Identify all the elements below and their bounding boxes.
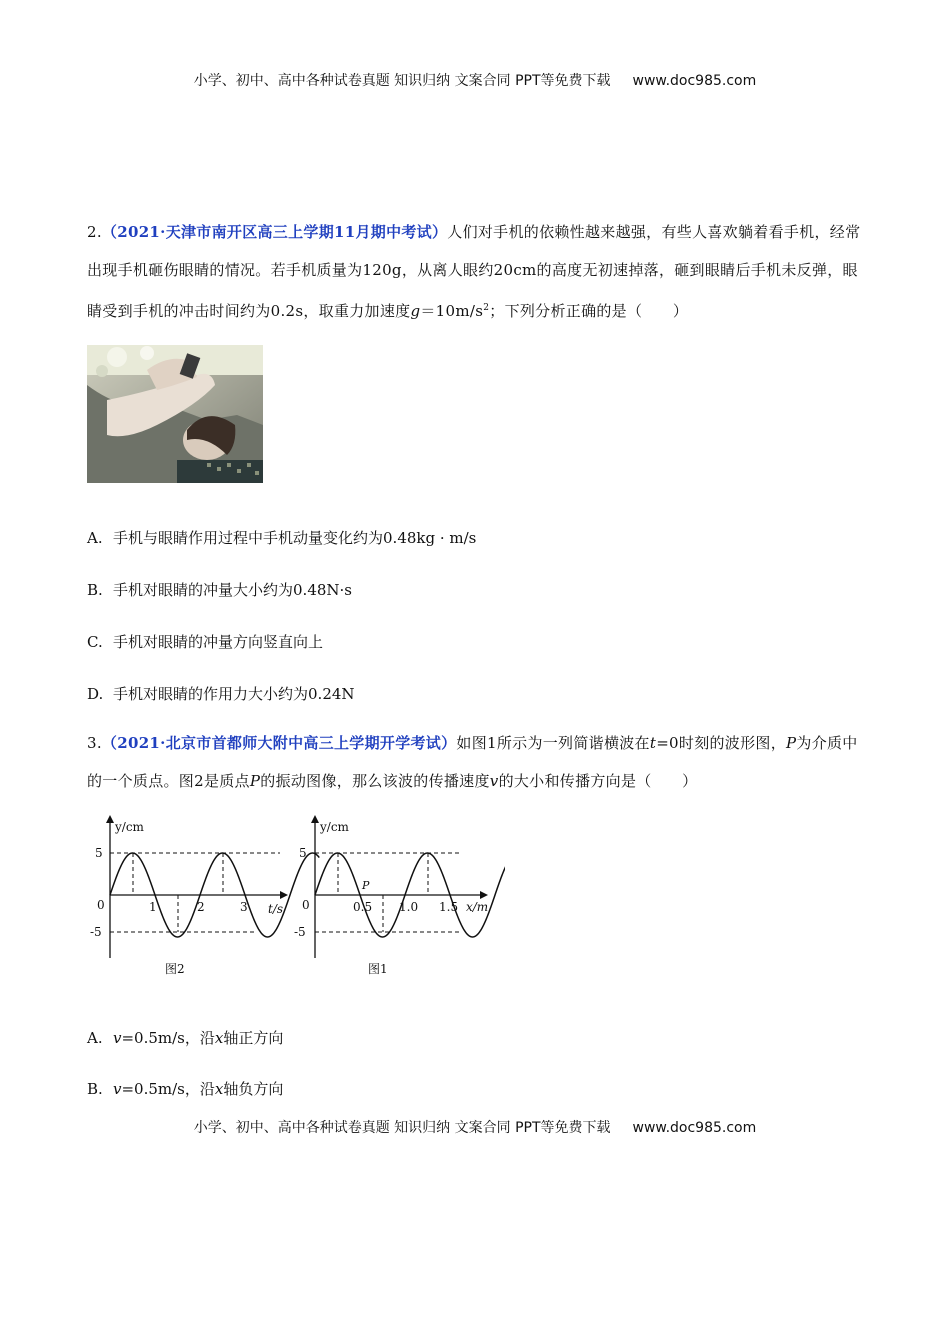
fig1-caption: 图1 <box>368 962 388 976</box>
question-2-text-end: ；下列分析正确的是（ ） <box>489 302 689 320</box>
fig1-ytick: 0 <box>302 898 310 912</box>
question-2-text: 人们对手机的依赖性越来越强，有些人喜欢躺着看手机，经常出现手机砸伤眼睛的情况。若手机质量为120g，从离人眼约20cm的高度无初速掉落，砸到眼睛后手机未反弹，眼睛受到手机的冲击时间约为0.2s，取重力加速度 <box>87 223 861 320</box>
option-text: 手机对眼睛的作用力大小约为0.24N <box>113 685 355 703</box>
option-label: A. <box>87 529 103 547</box>
fig2-caption: 图2 <box>165 962 185 976</box>
question-2-number: 2. <box>87 223 102 241</box>
question-3-source: （2021·北京市首都师大附中高三上学期开学考试） <box>101 734 457 752</box>
x-symbol: x <box>214 1080 224 1098</box>
fig2-xtick: 3 <box>240 900 248 914</box>
question-3-text: =0时刻的波形图， <box>656 734 786 752</box>
fig1-y-arrow <box>311 815 319 823</box>
fig2-xtick: 2 <box>197 900 205 914</box>
v-symbol: v <box>113 1080 122 1098</box>
wave-figures <box>85 815 505 985</box>
question-3-stem <box>87 724 867 800</box>
fig1-point-p: P <box>362 879 370 892</box>
option-label: B. <box>87 581 103 599</box>
question-3-option-b <box>87 1078 283 1100</box>
fig2-xtick: 1 <box>149 900 157 914</box>
option-direction: 轴正方向 <box>223 1029 284 1047</box>
fig2-ytick: 0 <box>97 898 105 912</box>
p-symbol: P <box>249 772 261 790</box>
option-text: 手机与眼睛作用过程中手机动量变化约为0.48kg · m/s <box>113 529 477 547</box>
banner-site-link[interactable]: www.doc985.com <box>632 73 757 89</box>
fig2-x-arrow <box>280 891 288 899</box>
fig1-xtick: 0.5 <box>353 900 373 914</box>
p-symbol: P <box>786 734 797 752</box>
fig2-ytick: -5 <box>90 925 102 939</box>
fig2-ytick: 5 <box>95 846 103 860</box>
fig1-xlabel: x/m <box>466 900 489 914</box>
option-label: A. <box>87 1029 103 1047</box>
question-2-source: （2021·天津市南开区高三上学期11月期中考试） <box>101 223 448 241</box>
question-3-option-a <box>87 1027 283 1049</box>
footer-banner <box>0 1117 950 1137</box>
fig1-x-arrow <box>480 891 488 899</box>
question-3-text: 的振动图像，那么该波的传播速度 <box>260 772 490 790</box>
v-symbol: v <box>113 1029 122 1047</box>
question-2-option-b <box>87 579 352 601</box>
fig1-xtick: 1.5 <box>439 900 459 914</box>
option-text: 手机对眼睛的冲量方向竖直向上 <box>113 633 324 651</box>
question-3-text: 的大小和传播方向是（ ） <box>498 772 698 790</box>
g-value: ＝10m/s <box>420 302 484 320</box>
option-label: C. <box>87 633 103 651</box>
fig2-xlabel: t/s <box>268 902 284 916</box>
question-2-option-d <box>87 683 355 705</box>
question-2-option-a <box>87 527 476 549</box>
banner-text: 小学、初中、高中各种试卷真题 知识归纳 文案合同 PPT等免费下载 <box>193 1120 611 1136</box>
question-3-number: 3. <box>87 734 102 752</box>
option-label: D. <box>87 685 104 703</box>
fig1-ytick: -5 <box>294 925 306 939</box>
x-symbol: x <box>214 1029 224 1047</box>
header-banner <box>0 70 950 90</box>
option-value: =0.5m/s，沿 <box>121 1029 215 1047</box>
fig1-ylabel: y/cm <box>320 820 349 834</box>
g-symbol: g <box>410 302 421 320</box>
banner-site-link[interactable]: www.doc985.com <box>632 1120 757 1136</box>
question-3-text: 如图1所示为一列简谐横波在 <box>456 734 650 752</box>
option-text: 手机对眼睛的冲量大小约为0.48N·s <box>113 581 352 599</box>
g-exponent: 2 <box>483 303 490 313</box>
question-2-stem <box>87 213 867 330</box>
banner-text: 小学、初中、高中各种试卷真题 知识归纳 文案合同 PPT等免费下载 <box>193 73 611 89</box>
option-direction: 轴负方向 <box>223 1080 284 1098</box>
t-symbol: t <box>649 734 657 752</box>
v-symbol: v <box>489 772 499 790</box>
option-label: B. <box>87 1080 103 1098</box>
question-2-option-c <box>87 631 323 653</box>
question-3-text: 为介质中的一个质点。图2是质点 <box>87 734 858 790</box>
fig2-y-arrow <box>106 815 114 823</box>
fig2-ylabel: y/cm <box>115 820 144 834</box>
fig1-ytick: 5 <box>299 846 307 860</box>
fig1-xtick: 1.0 <box>399 900 419 914</box>
option-value: =0.5m/s，沿 <box>121 1080 215 1098</box>
person-lying-with-phone-photo <box>87 345 263 483</box>
